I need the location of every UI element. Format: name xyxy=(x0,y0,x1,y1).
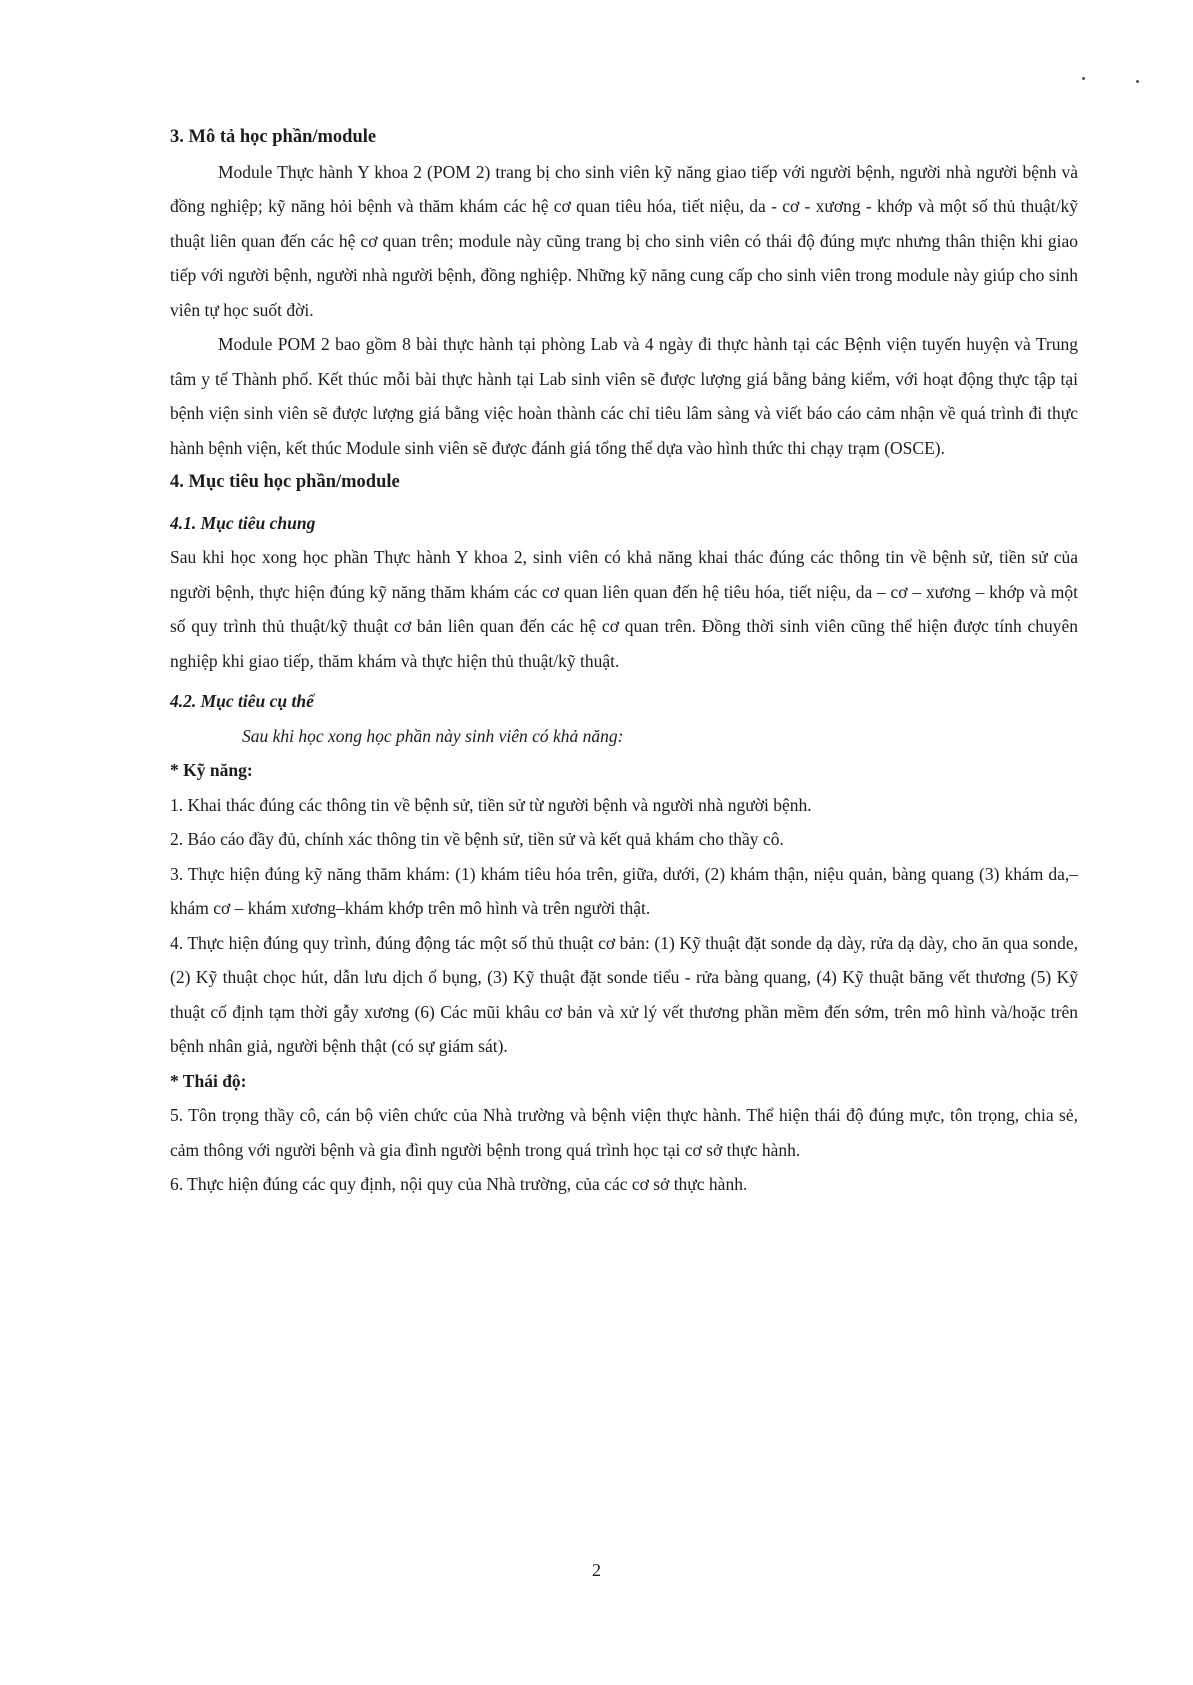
scan-artifact xyxy=(1136,80,1139,83)
attitude-label: * Thái độ: xyxy=(170,1070,247,1091)
section-4-1-heading: 4.1. Mục tiêu chung xyxy=(170,512,316,533)
skill-item: 2. Báo cáo đầy đủ, chính xác thông tin về bệnh sử, tiền sử và kết quả khám cho thầy cô. xyxy=(170,829,784,849)
section-4-2-intro: Sau khi học xong học phần này sinh viên có khả năng: xyxy=(242,725,624,746)
section-3-paragraph-2: Module POM 2 bao gồm 8 bài thực hành tại phòng Lab và 4 ngày đi thực hành tại các Bệnh viện tuyến huyện và Trung tâm y tế Thành phố. Kết thúc mỗi bài thực hành tại Lab sinh viên sẽ được lượng giá bằng bảng kiểm, với hoạt động thực tập tại bệnh viện sinh viên sẽ được lượng giá bằng việc hoàn thành các chỉ tiêu lâm sàng và viết báo cáo cảm nhận về quá trình đi thực hành bệnh viện, kết thúc Module sinh viên sẽ được đánh giá tổng thể dựa vào hình thức thi chạy trạm (OSCE). xyxy=(170,334,1078,458)
scan-artifact xyxy=(1082,77,1085,80)
page-number: 2 xyxy=(592,1560,601,1580)
skills-label: * Kỹ năng: xyxy=(170,760,253,780)
skill-item: 3. Thực hiện đúng kỹ năng thăm khám: (1) khám tiêu hóa trên, giữa, dưới, (2) khám thận, niệu quản, bàng quang (3) khám da,– khám cơ – khám xương–khám khớp trên mô hình và trên người thật. xyxy=(170,863,1078,918)
section-4-1-text: Sau khi học xong học phần Thực hành Y khoa 2, sinh viên có khả năng khai thác đúng các thông tin về bệnh sử, tiền sử của người bệnh, thực hiện đúng kỹ năng thăm khám các cơ quan liên quan đến hệ tiêu hóa, tiết niệu, da – cơ – xương – khớp và một số quy trình thủ thuật/kỹ thuật cơ bản liên quan đến các hệ cơ quan trên. Đồng thời sinh viên cũng thể hiện được tính chuyên nghiệp khi giao tiếp, thăm khám và thực hiện thủ thuật/kỹ thuật. xyxy=(170,547,1078,671)
skill-item: 4. Thực hiện đúng quy trình, đúng động tác một số thủ thuật cơ bản: (1) Kỹ thuật đặt sonde dạ dày, rửa dạ dày, cho ăn qua sonde, (2) Kỹ thuật chọc hút, dẫn lưu dịch ổ bụng, (3) Kỹ thuật đặt sonde tiểu - rửa bàng quang, (4) Kỹ thuật băng vết thương (5) Kỹ thuật cố định tạm thời gẫy xương (6) Các mũi khâu cơ bản và xử lý vết thương phần mềm đến sớm, trên mô hình và/hoặc trên bệnh nhân giả, người bệnh thật (có sự giám sát). xyxy=(170,932,1078,1056)
section-4-heading: 4. Mục tiêu học phần/module xyxy=(170,472,400,492)
document-page xyxy=(170,120,1078,1202)
attitude-item: 6. Thực hiện đúng các quy định, nội quy của Nhà trường, của các cơ sở thực hành. xyxy=(170,1174,748,1194)
attitude-item: 5. Tôn trọng thầy cô, cán bộ viên chức của Nhà trường và bệnh viện thực hành. Thể hiện thái độ đúng mực, tôn trọng, chia sẻ, cảm thông với người bệnh và gia đình người bệnh trong quá trình học tại cơ sở thực hành. xyxy=(170,1105,1078,1160)
skill-item: 1. Khai thác đúng các thông tin về bệnh sử, tiền sử từ người bệnh và người nhà người bệnh. xyxy=(170,794,812,815)
section-3-paragraph-1: Module Thực hành Y khoa 2 (POM 2) trang bị cho sinh viên kỹ năng giao tiếp với người bệnh, người nhà người bệnh và đồng nghiệp; kỹ năng hỏi bệnh và thăm khám các hệ cơ quan tiêu hóa, tiết niệu, da - cơ - xương - khớp và một số thủ thuật/kỹ thuật liên quan đến các hệ cơ quan trên; module này cũng trang bị cho sinh viên có thái độ đúng mực nhưng thân thiện khi giao tiếp với người bệnh, người nhà người bệnh, đồng nghiệp. Những kỹ năng cung cấp cho sinh viên trong module này giúp cho sinh viên tự học suốt đời. xyxy=(170,161,1078,320)
section-3-heading: 3. Mô tả học phần/module xyxy=(170,127,377,147)
section-4-2-heading: 4.2. Mục tiêu cụ thể xyxy=(170,691,314,711)
